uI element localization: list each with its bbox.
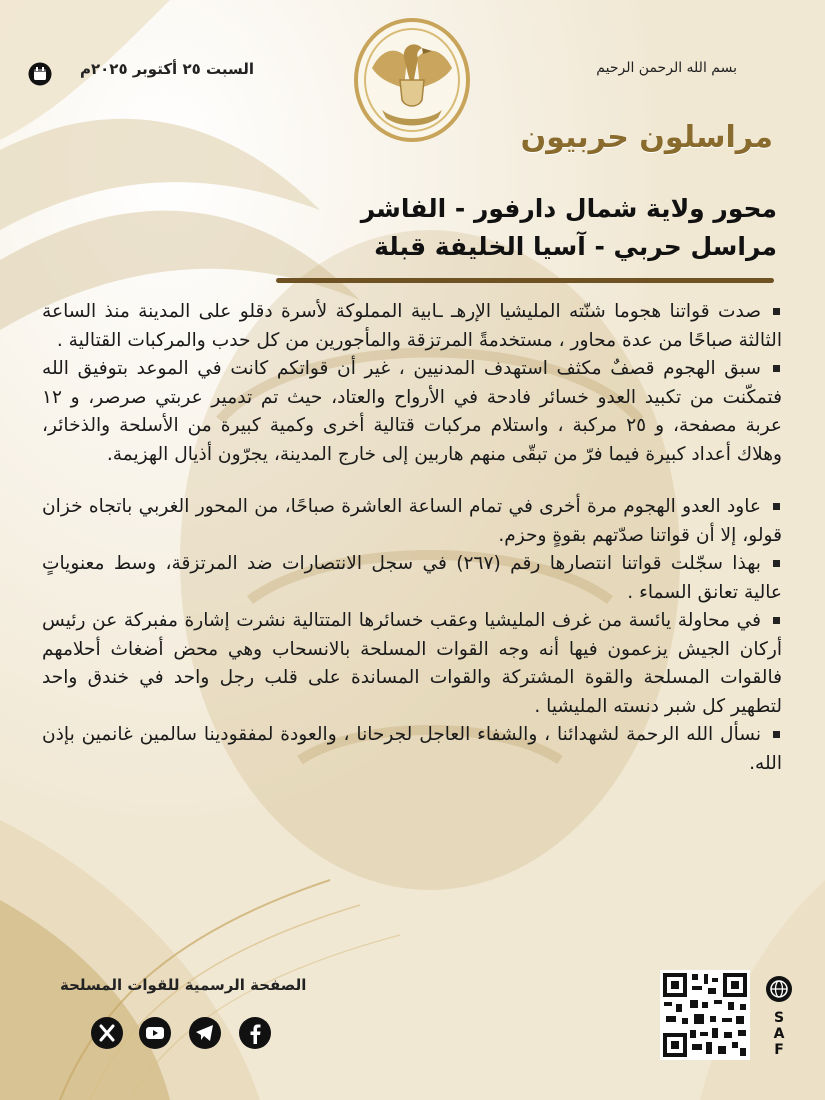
paragraph xyxy=(42,493,782,550)
paragraph-text: في محاولة يائسة من غرف المليشيا وعقب خسائرها المتتالية نشرت إشارة مفبركة عن رئيس أركان الجيش يزعمون فيها أنه وجه القوات المسلحة بالانسحاب وهي محض أضغاث أحلامهم فالقوات المسلحة والقوة المشتركة والقوات المساندة على قلب رجل واحد في خندق واحد لتطهير كل شبر دنسته المليشيا . xyxy=(42,610,782,717)
bullet-icon xyxy=(773,365,780,372)
paragraph-text: نسأل الله الرحمة لشهدائنا ، والشفاء العاجل لجرحانا ، والعودة لمفقودينا سالمين غانمين بإذن الله. xyxy=(42,724,782,774)
bullet-icon xyxy=(773,731,780,738)
bullet-icon xyxy=(773,560,780,567)
headline-divider xyxy=(276,278,774,283)
facebook-icon[interactable] xyxy=(238,1016,272,1050)
headline-line-2: مراسل حربي - آسيا الخليفة قبلة xyxy=(374,232,777,261)
qr-code[interactable] xyxy=(660,970,750,1060)
official-page-label: الصفحة الرسمية للقوات المسلحة xyxy=(60,976,307,994)
paragraph xyxy=(42,607,782,721)
saf-letter-s: S xyxy=(773,1010,785,1026)
globe-icon[interactable] xyxy=(765,975,793,1003)
saf-letter-a: A xyxy=(773,1026,785,1042)
post-date: السبت ٢٥ أكتوبر ٢٠٢٥م xyxy=(80,60,255,78)
paragraph-text: بهذا سجّلت قواتنا انتصارها رقم (٢٦٧) في سجل الانتصارات ضد المرتزقة، وسط معنوياتٍ عالية تعانق السماء . xyxy=(42,553,782,603)
paragraph xyxy=(42,355,782,469)
paragraph-text: صدت قواتنا هجوما شنّته المليشيا الإرهـ ـابية المملوكة لأسرة دقلو على المدينة منذ الساعة الثالثة صباحًا من عدة محاور ، مستخدمةً المرتزقة والمأجورين من كل حدب والمركبات القتالية . xyxy=(42,301,782,351)
bullet-icon xyxy=(773,503,780,510)
paragraph xyxy=(42,550,782,607)
bullet-icon xyxy=(773,617,780,624)
paragraph-text: سبق الهجوم قصفٌ مكثف استهدف المدنيين ، غير أن قواتكم كانت في الموعد بتوفيق الله فتمكّنت من تكبيد العدو خسائر فادحة في الأرواح والعتاد، حيث تم تدمير عربتي صرصر، و ١٢ عربة مصفحة، و ٢٥ مركبة ، واستلام مركبات قتالية أخرى وكمية كبيرة من الأسلحة والذخائر، وهلاك أعداد كبيرة فيما فرّ من تبقّى منهم هاربين إلى خارج المدينة، يجرّون أذيال الهزيمة. xyxy=(42,358,782,465)
paragraph xyxy=(42,298,782,355)
saf-letter-f: F xyxy=(774,1042,784,1058)
x-icon[interactable] xyxy=(90,1016,124,1050)
youtube-icon[interactable] xyxy=(138,1016,172,1050)
telegram-icon[interactable] xyxy=(188,1016,222,1050)
paragraph xyxy=(42,721,782,778)
bullet-icon xyxy=(773,308,780,315)
calendar-icon xyxy=(28,62,52,86)
armed-forces-emblem xyxy=(352,18,472,143)
basmala-text: بسم الله الرحمن الرحيم xyxy=(596,60,737,76)
headline-line-1: محور ولاية شمال دارفور - الفاشر xyxy=(360,194,777,223)
brand-title: مراسلون حربيون xyxy=(520,120,773,155)
headline xyxy=(277,190,777,266)
article-body xyxy=(42,298,782,778)
paragraph-text: عاود العدو الهجوم مرة أخرى في تمام الساعة العاشرة صباحًا، من المحور الغربي باتجاه خزان قولو، إلا أن قواتنا صدّتهم بقوةٍ وحزم. xyxy=(42,496,782,546)
